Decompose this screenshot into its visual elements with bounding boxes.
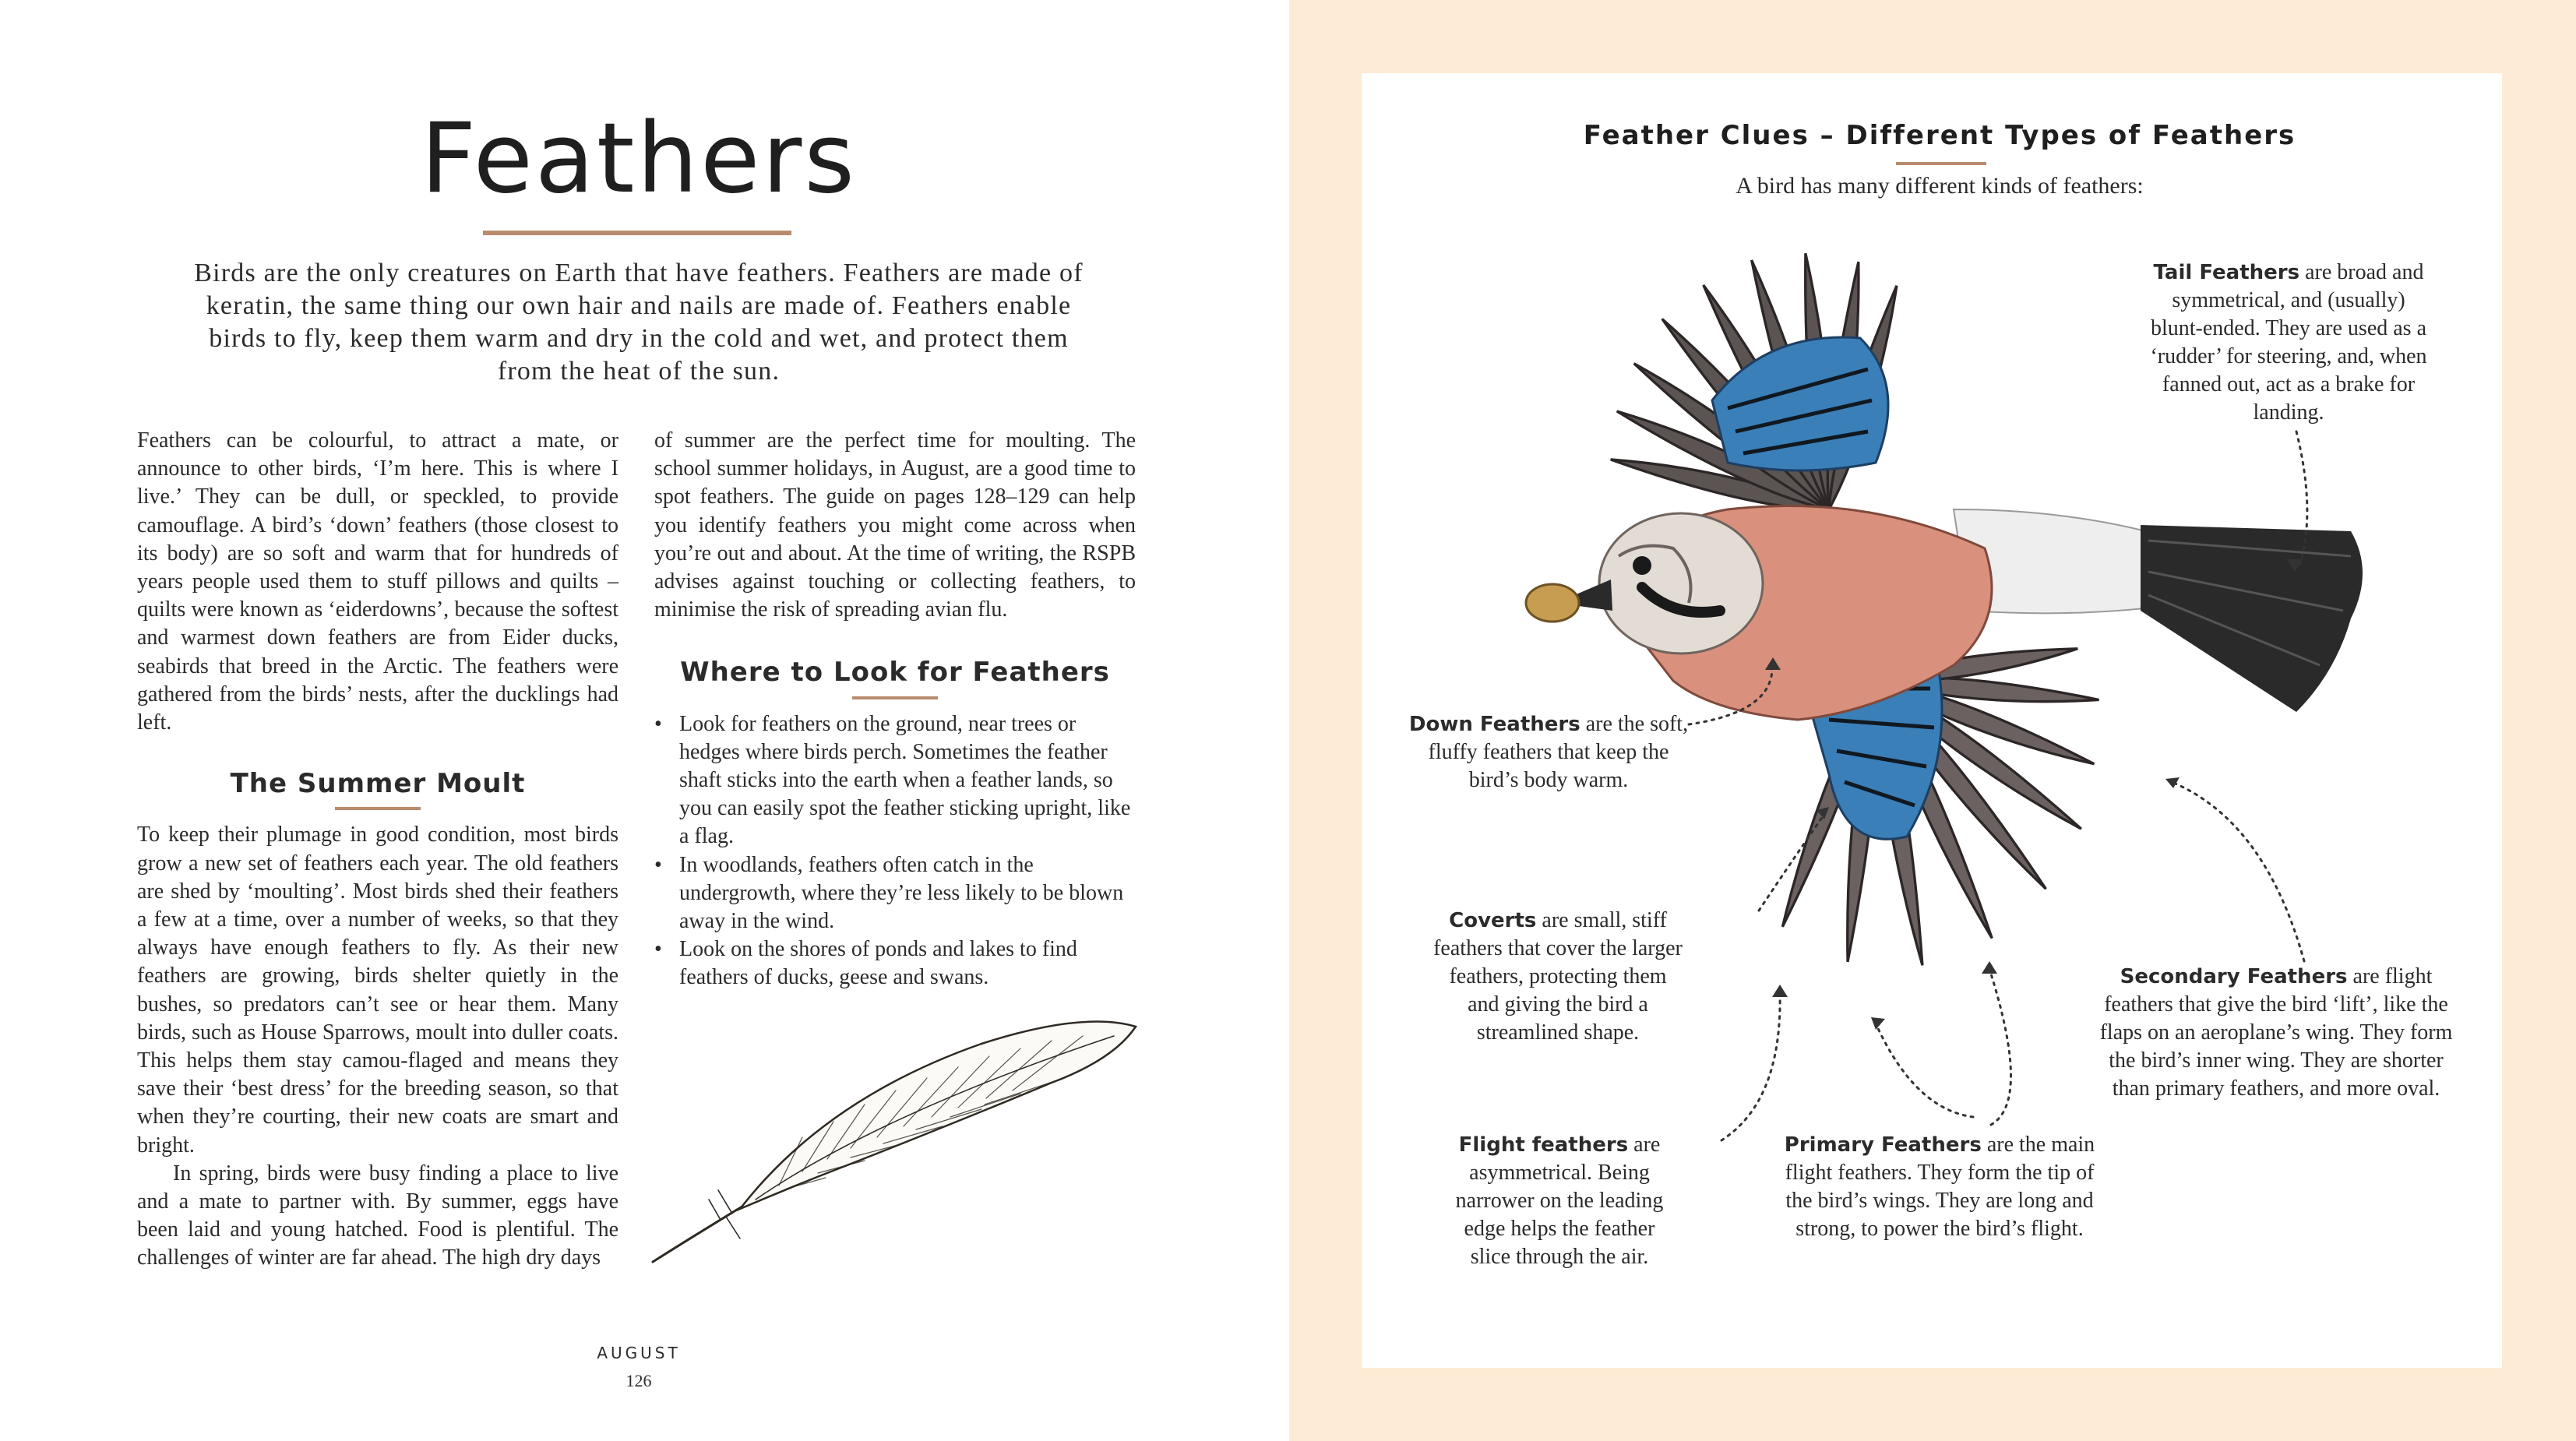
diagram-subtitle: A bird has many different kinds of feathers: xyxy=(1736,173,2144,199)
tips-list xyxy=(654,710,1136,992)
list-item: • In woodlands, feathers often catch in the undergrowth, where they’re less likely to be blown away in the wind. xyxy=(654,851,1136,936)
callout-term: Flight feathers xyxy=(1458,1133,1629,1157)
heading-divider xyxy=(852,696,938,699)
callout-term: Secondary Feathers xyxy=(2120,965,2348,988)
callout-text: are small, stiff feathers that cover the larger feathers, protecting them and giving the bird a streamlined shape. xyxy=(1433,908,1683,1045)
list-item: • Look for feathers on the ground, near trees or hedges where birds perch. Sometimes the feather shaft sticks into the earth when a feather lands, so you can easily spot the feather sticking upright, like a flag. xyxy=(654,710,1136,851)
text-column-right xyxy=(654,427,1136,992)
callout-term: Primary Feathers xyxy=(1784,1133,1982,1157)
feather-illustration xyxy=(647,1005,1145,1270)
moult-paragraph: To keep their plumage in good condition, most birds grow a new set of feathers each year. The old feathers are shed by ‘moulting’. Most birds shed their feathers a few at a time, over a number of weeks, so that they always have enough feathers to fly. As their new feathers are growing, birds shelter quietly in the bushes, so predators can’t see or hear them. Many birds, such as House Sparrows, moult into duller coats. This helps them stay camou-flaged and means they save their ‘best dress’ for the breeding season, so that when they’re courting, their new coats are smart and bright. xyxy=(137,823,618,1157)
title-divider xyxy=(483,231,791,235)
list-item: • Look on the shores of ponds and lakes to find feathers of ducks, geese and swans. xyxy=(654,935,1136,992)
text-column-left xyxy=(137,427,618,1273)
summer-moult-heading: The Summer Moult xyxy=(230,768,526,800)
moult-paragraph-2: In spring, birds were busy finding a place to live and a mate to partner with. By summer, eggs have been laid and young hatched. Food is plentiful. The challenges of winter are far ahead. The high dry days xyxy=(137,1161,618,1270)
callout-text: are broad and symmetrical, and (usually) blunt-ended. They are used as a ‘rudder’ for steering, and, when fanned out, act as a brake for landing. xyxy=(2150,260,2427,425)
callout-term: Down Feathers xyxy=(1408,713,1580,736)
heading-divider xyxy=(335,807,421,810)
flight-feathers-callout xyxy=(1443,1131,1676,1271)
body-paragraph: Feathers can be colourful, to attract a mate, or announce to other birds, ‘I’m here. This is where I live.’ They can be dull, or speckled, to provide camouflage. A bird’s ‘down’ feathers (those closest to its body) are so soft and warm that for hundreds of years people used them to stuff pillows and quilts – quilts were known as ‘eiderdowns’, because the softest and warmest down feathers are from Eider ducks, seabirds that breed in the Arctic. The feathers were gathered from the birds’ nests, after the ducklings had left. xyxy=(137,428,618,735)
intro-paragraph: Birds are the only creatures on Earth that have feathers. Feathers are made of keratin, the same thing our own hair and nails are made of. Feathers enable birds to fly, keep them warm and dry in the cold and wet, and protect them from the heat of the sun. xyxy=(194,259,1084,386)
tail-feathers-callout xyxy=(2148,259,2429,427)
callout-text: are asymmetrical. Being narrower on the leading edge helps the feather slice through the air. xyxy=(1455,1133,1664,1269)
coverts-callout xyxy=(1433,907,1683,1047)
page-title: Feathers xyxy=(421,103,857,215)
where-to-look-heading: Where to Look for Feathers xyxy=(680,657,1110,689)
callout-text: are flight feathers that give the bird ‘lift’, like the flaps on an aeroplane’s wing. They form the bird’s inner wing. They are shorter than primary feathers, and more oval. xyxy=(2099,964,2453,1101)
folio-month: AUGUST xyxy=(597,1344,681,1362)
secondary-feathers-callout xyxy=(2097,963,2455,1103)
callout-text: are the soft, fluffy feathers that keep the bird’s body warm. xyxy=(1428,712,1689,792)
down-feathers-callout xyxy=(1408,710,1689,794)
primary-feathers-callout xyxy=(1776,1131,2103,1243)
callout-term: Tail Feathers xyxy=(2153,261,2300,284)
page-number: 126 xyxy=(625,1371,652,1390)
body-paragraph-continued: of summer are the perfect time for moulting. The school summer holidays, in August, are a good time to spot feathers. The guide on pages 128–129 can help you identify feathers you might come across when you’re out and about. At the time of writing, the RSPB advises against touching or collecting feathers, to minimise the risk of spreading avian flu. xyxy=(654,428,1136,622)
diagram-title: Feather Clues – Different Types of Feathers xyxy=(1583,120,2296,151)
callout-term: Coverts xyxy=(1449,909,1537,932)
title-divider xyxy=(1896,162,1986,165)
callout-text: are the main flight feathers. They form the tip of the bird’s wings. They are long and strong, to power the bird’s flight. xyxy=(1785,1133,2095,1241)
